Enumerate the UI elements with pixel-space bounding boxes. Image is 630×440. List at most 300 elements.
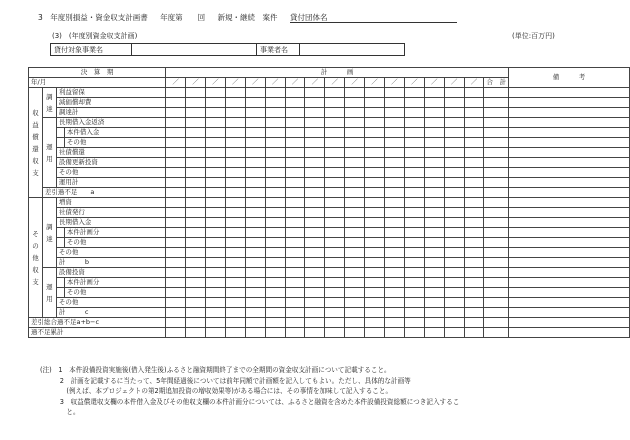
value-cell[interactable] [404,298,424,308]
value-cell[interactable] [305,218,325,228]
value-cell[interactable] [404,328,424,338]
value-cell[interactable] [225,278,245,288]
remarks-cell[interactable] [508,178,629,188]
value-cell[interactable] [205,88,225,98]
value-cell[interactable] [424,228,444,238]
value-cell[interactable] [225,308,245,318]
value-cell[interactable] [325,198,345,208]
value-cell[interactable] [404,288,424,298]
value-cell[interactable] [285,218,305,228]
value-cell[interactable] [345,158,365,168]
value-cell[interactable] [166,208,186,218]
value-cell[interactable] [205,168,225,178]
value-cell[interactable] [186,308,206,318]
value-cell[interactable] [384,318,404,328]
total-cell[interactable] [484,198,509,208]
value-cell[interactable] [365,188,385,198]
value-cell[interactable] [245,208,265,218]
value-cell[interactable] [225,168,245,178]
total-cell[interactable] [484,148,509,158]
total-cell[interactable] [484,138,509,148]
value-cell[interactable] [384,168,404,178]
value-cell[interactable] [265,168,285,178]
value-cell[interactable] [325,218,345,228]
value-cell[interactable] [384,238,404,248]
value-cell[interactable] [325,98,345,108]
total-cell[interactable] [484,218,509,228]
value-cell[interactable] [186,298,206,308]
value-cell[interactable] [464,158,484,168]
value-cell[interactable] [424,218,444,228]
value-cell[interactable] [186,138,206,148]
value-cell[interactable] [285,98,305,108]
value-cell[interactable] [186,198,206,208]
year-month-slash[interactable]: ／ [285,78,305,88]
value-cell[interactable] [325,278,345,288]
remarks-cell[interactable] [508,118,629,128]
value-cell[interactable] [285,268,305,278]
value-cell[interactable] [365,138,385,148]
value-cell[interactable] [325,168,345,178]
remarks-cell[interactable] [508,128,629,138]
value-cell[interactable] [464,258,484,268]
value-cell[interactable] [225,318,245,328]
total-cell[interactable] [484,258,509,268]
value-cell[interactable] [384,278,404,288]
value-cell[interactable] [265,228,285,238]
value-cell[interactable] [245,318,265,328]
value-cell[interactable] [464,268,484,278]
value-cell[interactable] [186,158,206,168]
value-cell[interactable] [444,208,464,218]
value-cell[interactable] [464,308,484,318]
value-cell[interactable] [365,308,385,318]
value-cell[interactable] [384,288,404,298]
value-cell[interactable] [305,108,325,118]
value-cell[interactable] [265,278,285,288]
value-cell[interactable] [166,318,186,328]
value-cell[interactable] [325,308,345,318]
value-cell[interactable] [305,98,325,108]
value-cell[interactable] [345,328,365,338]
value-cell[interactable] [325,188,345,198]
total-cell[interactable] [484,308,509,318]
value-cell[interactable] [464,318,484,328]
value-cell[interactable] [365,238,385,248]
value-cell[interactable] [225,198,245,208]
value-cell[interactable] [225,228,245,238]
value-cell[interactable] [424,128,444,138]
value-cell[interactable] [166,148,186,158]
remarks-cell[interactable] [508,108,629,118]
value-cell[interactable] [444,228,464,238]
value-cell[interactable] [305,328,325,338]
value-cell[interactable] [444,298,464,308]
value-cell[interactable] [186,238,206,248]
value-cell[interactable] [285,328,305,338]
year-month-slash[interactable]: ／ [325,78,345,88]
value-cell[interactable] [225,328,245,338]
value-cell[interactable] [345,218,365,228]
total-cell[interactable] [484,118,509,128]
value-cell[interactable] [404,178,424,188]
value-cell[interactable] [365,198,385,208]
value-cell[interactable] [305,178,325,188]
total-cell[interactable] [484,108,509,118]
value-cell[interactable] [265,178,285,188]
total-cell[interactable] [484,318,509,328]
value-cell[interactable] [305,248,325,258]
value-cell[interactable] [345,188,365,198]
value-cell[interactable] [384,188,404,198]
value-cell[interactable] [345,128,365,138]
value-cell[interactable] [384,208,404,218]
value-cell[interactable] [444,148,464,158]
remarks-cell[interactable] [508,148,629,158]
value-cell[interactable] [365,178,385,188]
value-cell[interactable] [444,268,464,278]
value-cell[interactable] [404,98,424,108]
value-cell[interactable] [265,288,285,298]
value-cell[interactable] [305,288,325,298]
value-cell[interactable] [345,168,365,178]
remarks-cell[interactable] [508,168,629,178]
value-cell[interactable] [444,288,464,298]
value-cell[interactable] [186,108,206,118]
value-cell[interactable] [166,268,186,278]
value-cell[interactable] [225,238,245,248]
value-cell[interactable] [305,158,325,168]
value-cell[interactable] [225,248,245,258]
value-cell[interactable] [205,148,225,158]
remarks-cell[interactable] [508,318,629,328]
value-cell[interactable] [325,238,345,248]
remarks-cell[interactable] [508,288,629,298]
value-cell[interactable] [285,178,305,188]
value-cell[interactable] [325,298,345,308]
value-cell[interactable] [325,288,345,298]
operator-field[interactable] [300,44,405,56]
value-cell[interactable] [245,118,265,128]
total-cell[interactable] [484,128,509,138]
value-cell[interactable] [225,268,245,278]
total-cell[interactable] [484,168,509,178]
value-cell[interactable] [345,268,365,278]
value-cell[interactable] [285,118,305,128]
year-month-slash[interactable]: ／ [424,78,444,88]
remarks-cell[interactable] [508,98,629,108]
value-cell[interactable] [404,158,424,168]
value-cell[interactable] [265,158,285,168]
value-cell[interactable] [166,218,186,228]
value-cell[interactable] [345,288,365,298]
value-cell[interactable] [285,108,305,118]
value-cell[interactable] [186,318,206,328]
value-cell[interactable] [444,318,464,328]
value-cell[interactable] [225,138,245,148]
value-cell[interactable] [205,208,225,218]
value-cell[interactable] [424,318,444,328]
value-cell[interactable] [205,328,225,338]
value-cell[interactable] [186,228,206,238]
remarks-cell[interactable] [508,188,629,198]
value-cell[interactable] [345,98,365,108]
value-cell[interactable] [345,228,365,238]
value-cell[interactable] [404,188,424,198]
value-cell[interactable] [325,328,345,338]
value-cell[interactable] [325,88,345,98]
value-cell[interactable] [365,278,385,288]
value-cell[interactable] [186,128,206,138]
value-cell[interactable] [305,238,325,248]
value-cell[interactable] [365,118,385,128]
value-cell[interactable] [464,88,484,98]
value-cell[interactable] [166,298,186,308]
value-cell[interactable] [186,258,206,268]
value-cell[interactable] [186,168,206,178]
value-cell[interactable] [444,158,464,168]
value-cell[interactable] [365,128,385,138]
value-cell[interactable] [245,98,265,108]
value-cell[interactable] [444,198,464,208]
value-cell[interactable] [424,208,444,218]
value-cell[interactable] [225,128,245,138]
value-cell[interactable] [285,88,305,98]
value-cell[interactable] [345,308,365,318]
value-cell[interactable] [186,148,206,158]
value-cell[interactable] [245,218,265,228]
value-cell[interactable] [245,168,265,178]
value-cell[interactable] [464,218,484,228]
value-cell[interactable] [345,148,365,158]
value-cell[interactable] [285,308,305,318]
value-cell[interactable] [464,228,484,238]
value-cell[interactable] [424,168,444,178]
value-cell[interactable] [365,268,385,278]
value-cell[interactable] [166,118,186,128]
value-cell[interactable] [225,148,245,158]
value-cell[interactable] [384,178,404,188]
value-cell[interactable] [245,228,265,238]
value-cell[interactable] [166,228,186,238]
value-cell[interactable] [186,178,206,188]
value-cell[interactable] [186,208,206,218]
value-cell[interactable] [404,108,424,118]
value-cell[interactable] [265,138,285,148]
value-cell[interactable] [225,208,245,218]
value-cell[interactable] [265,298,285,308]
value-cell[interactable] [444,118,464,128]
value-cell[interactable] [245,128,265,138]
total-cell[interactable] [484,288,509,298]
value-cell[interactable] [245,308,265,318]
year-month-slash[interactable]: ／ [444,78,464,88]
value-cell[interactable] [285,208,305,218]
value-cell[interactable] [205,158,225,168]
value-cell[interactable] [205,98,225,108]
value-cell[interactable] [265,108,285,118]
value-cell[interactable] [325,228,345,238]
value-cell[interactable] [305,128,325,138]
value-cell[interactable] [424,148,444,158]
value-cell[interactable] [225,218,245,228]
value-cell[interactable] [464,178,484,188]
value-cell[interactable] [285,188,305,198]
remarks-cell[interactable] [508,208,629,218]
value-cell[interactable] [245,278,265,288]
value-cell[interactable] [186,98,206,108]
value-cell[interactable] [285,278,305,288]
value-cell[interactable] [205,318,225,328]
value-cell[interactable] [424,238,444,248]
value-cell[interactable] [365,208,385,218]
total-cell[interactable] [484,278,509,288]
value-cell[interactable] [345,248,365,258]
value-cell[interactable] [424,308,444,318]
value-cell[interactable] [365,318,385,328]
value-cell[interactable] [404,228,424,238]
value-cell[interactable] [305,168,325,178]
value-cell[interactable] [265,88,285,98]
value-cell[interactable] [365,288,385,298]
value-cell[interactable] [305,278,325,288]
value-cell[interactable] [424,288,444,298]
value-cell[interactable] [345,108,365,118]
value-cell[interactable] [404,208,424,218]
remarks-cell[interactable] [508,158,629,168]
remarks-cell[interactable] [508,218,629,228]
value-cell[interactable] [265,198,285,208]
value-cell[interactable] [186,248,206,258]
value-cell[interactable] [404,218,424,228]
value-cell[interactable] [205,238,225,248]
value-cell[interactable] [285,198,305,208]
value-cell[interactable] [166,308,186,318]
remarks-cell[interactable] [508,238,629,248]
value-cell[interactable] [166,238,186,248]
value-cell[interactable] [166,258,186,268]
value-cell[interactable] [166,88,186,98]
value-cell[interactable] [464,238,484,248]
year-month-slash[interactable]: ／ [166,78,186,88]
value-cell[interactable] [464,188,484,198]
value-cell[interactable] [186,218,206,228]
value-cell[interactable] [186,288,206,298]
year-month-slash[interactable]: ／ [384,78,404,88]
value-cell[interactable] [245,268,265,278]
value-cell[interactable] [225,108,245,118]
value-cell[interactable] [245,88,265,98]
value-cell[interactable] [285,138,305,148]
value-cell[interactable] [444,88,464,98]
total-cell[interactable] [484,178,509,188]
value-cell[interactable] [285,168,305,178]
total-cell[interactable] [484,238,509,248]
value-cell[interactable] [265,248,285,258]
value-cell[interactable] [305,208,325,218]
value-cell[interactable] [444,308,464,318]
value-cell[interactable] [265,318,285,328]
value-cell[interactable] [245,258,265,268]
value-cell[interactable] [245,198,265,208]
value-cell[interactable] [365,258,385,268]
value-cell[interactable] [225,158,245,168]
value-cell[interactable] [345,238,365,248]
value-cell[interactable] [305,88,325,98]
value-cell[interactable] [245,108,265,118]
value-cell[interactable] [166,288,186,298]
year-month-slash[interactable]: ／ [345,78,365,88]
value-cell[interactable] [404,148,424,158]
value-cell[interactable] [464,328,484,338]
value-cell[interactable] [424,98,444,108]
remarks-cell[interactable] [508,248,629,258]
value-cell[interactable] [305,198,325,208]
value-cell[interactable] [444,188,464,198]
remarks-cell[interactable] [508,278,629,288]
value-cell[interactable] [384,118,404,128]
value-cell[interactable] [205,198,225,208]
value-cell[interactable] [265,218,285,228]
value-cell[interactable] [444,168,464,178]
value-cell[interactable] [305,298,325,308]
value-cell[interactable] [265,128,285,138]
value-cell[interactable] [424,298,444,308]
value-cell[interactable] [424,108,444,118]
value-cell[interactable] [166,198,186,208]
value-cell[interactable] [166,278,186,288]
value-cell[interactable] [404,138,424,148]
value-cell[interactable] [424,248,444,258]
value-cell[interactable] [265,258,285,268]
project-field[interactable] [132,44,257,56]
value-cell[interactable] [345,278,365,288]
remarks-cell[interactable] [508,298,629,308]
value-cell[interactable] [464,108,484,118]
value-cell[interactable] [444,248,464,258]
value-cell[interactable] [404,88,424,98]
value-cell[interactable] [245,158,265,168]
value-cell[interactable] [424,88,444,98]
value-cell[interactable] [365,228,385,238]
value-cell[interactable] [404,258,424,268]
value-cell[interactable] [404,198,424,208]
value-cell[interactable] [285,128,305,138]
value-cell[interactable] [345,258,365,268]
year-month-slash[interactable]: ／ [265,78,285,88]
value-cell[interactable] [285,298,305,308]
value-cell[interactable] [404,168,424,178]
value-cell[interactable] [205,258,225,268]
value-cell[interactable] [305,268,325,278]
value-cell[interactable] [464,98,484,108]
value-cell[interactable] [384,308,404,318]
value-cell[interactable] [186,328,206,338]
value-cell[interactable] [285,258,305,268]
value-cell[interactable] [464,138,484,148]
year-month-slash[interactable]: ／ [365,78,385,88]
value-cell[interactable] [384,328,404,338]
value-cell[interactable] [424,198,444,208]
value-cell[interactable] [285,238,305,248]
value-cell[interactable] [365,168,385,178]
value-cell[interactable] [384,258,404,268]
remarks-cell[interactable] [508,198,629,208]
value-cell[interactable] [285,148,305,158]
year-month-slash[interactable]: ／ [186,78,206,88]
value-cell[interactable] [305,318,325,328]
value-cell[interactable] [325,148,345,158]
